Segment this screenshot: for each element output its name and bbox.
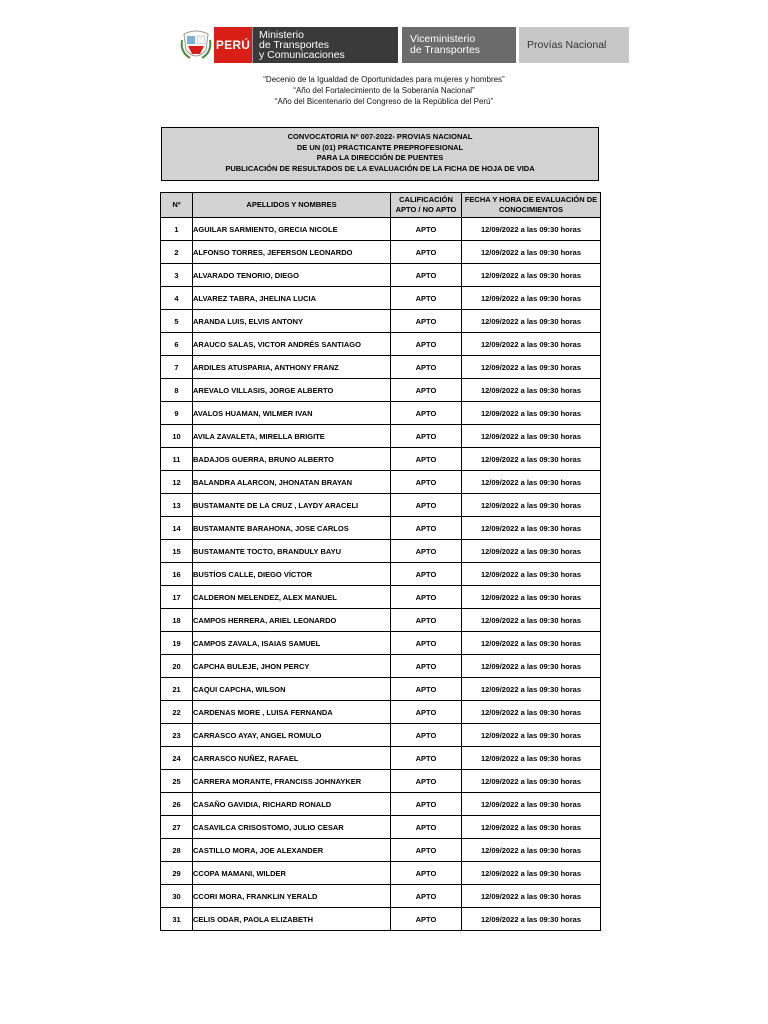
table-row — [161, 379, 601, 402]
table-row — [161, 540, 601, 563]
agency-label: Provías Nacional — [519, 27, 629, 63]
table-row — [161, 655, 601, 678]
row-qualification: APTO — [391, 333, 462, 356]
row-number: 31 — [161, 908, 193, 931]
row-name: BUSTAMANTE DE LA CRUZ , LAYDY ARACELI — [193, 494, 391, 517]
row-qualification: APTO — [391, 517, 462, 540]
row-name: CAPCHA BULEJE, JHON PERCY — [193, 655, 391, 678]
row-qualification: APTO — [391, 747, 462, 770]
row-date-time: 12/09/2022 a las 09:30 horas — [462, 356, 601, 379]
header-number: Nº — [161, 193, 193, 218]
row-number: 28 — [161, 839, 193, 862]
row-date-time: 12/09/2022 a las 09:30 horas — [462, 609, 601, 632]
row-qualification: APTO — [391, 770, 462, 793]
row-name: CAQUI CAPCHA, WILSON — [193, 678, 391, 701]
table-row — [161, 218, 601, 241]
row-name: ARANDA LUIS, ELVIS ANTONY — [193, 310, 391, 333]
row-name: AVILA ZAVALETA, MIRELLA BRIGITE — [193, 425, 391, 448]
row-number: 18 — [161, 609, 193, 632]
row-date-time: 12/09/2022 a las 09:30 horas — [462, 563, 601, 586]
row-qualification: APTO — [391, 816, 462, 839]
year-slogans — [0, 74, 768, 107]
table-row — [161, 287, 601, 310]
table-row — [161, 816, 601, 839]
row-name: BUSTAMANTE TOCTO, BRANDULY BAYU — [193, 540, 391, 563]
row-number: 5 — [161, 310, 193, 333]
row-name: BADAJOS GUERRA, BRUNO ALBERTO — [193, 448, 391, 471]
table-row — [161, 586, 601, 609]
row-number: 29 — [161, 862, 193, 885]
row-date-time: 12/09/2022 a las 09:30 horas — [462, 402, 601, 425]
table-header-row — [161, 193, 601, 218]
table-row — [161, 747, 601, 770]
header-banner — [178, 27, 629, 63]
row-date-time: 12/09/2022 a las 09:30 horas — [462, 793, 601, 816]
row-name: CASAÑO GAVIDIA, RICHARD RONALD — [193, 793, 391, 816]
row-number: 4 — [161, 287, 193, 310]
table-row — [161, 793, 601, 816]
row-date-time: 12/09/2022 a las 09:30 horas — [462, 494, 601, 517]
row-date-time: 12/09/2022 a las 09:30 horas — [462, 448, 601, 471]
row-date-time: 12/09/2022 a las 09:30 horas — [462, 770, 601, 793]
row-name: CASTILLO MORA, JOE ALEXANDER — [193, 839, 391, 862]
row-date-time: 12/09/2022 a las 09:30 horas — [462, 678, 601, 701]
row-number: 10 — [161, 425, 193, 448]
row-name: AGUILAR SARMIENTO, GRECIA NICOLE — [193, 218, 391, 241]
row-qualification: APTO — [391, 862, 462, 885]
row-number: 15 — [161, 540, 193, 563]
row-date-time: 12/09/2022 a las 09:30 horas — [462, 839, 601, 862]
row-qualification: APTO — [391, 609, 462, 632]
table-row — [161, 402, 601, 425]
table-row — [161, 839, 601, 862]
row-name: ARAUCO SALAS, VICTOR ANDRÉS SANTIAGO — [193, 333, 391, 356]
row-date-time: 12/09/2022 a las 09:30 horas — [462, 333, 601, 356]
row-number: 13 — [161, 494, 193, 517]
row-name: CAMPOS HERRERA, ARIEL LEONARDO — [193, 609, 391, 632]
vice-ministry-label: Viceministerio de Transportes — [402, 27, 516, 63]
row-number: 22 — [161, 701, 193, 724]
row-date-time: 12/09/2022 a las 09:30 horas — [462, 540, 601, 563]
table-row — [161, 609, 601, 632]
ministry-label: Ministerio de Transportes y Comunicaciones — [252, 27, 398, 63]
table-row — [161, 471, 601, 494]
row-qualification: APTO — [391, 678, 462, 701]
table-row — [161, 908, 601, 931]
row-qualification: APTO — [391, 471, 462, 494]
table-row — [161, 494, 601, 517]
row-date-time: 12/09/2022 a las 09:30 horas — [462, 747, 601, 770]
table-row — [161, 862, 601, 885]
title-line-1: CONVOCATORIA Nº 007-2022- PROVIAS NACIONAL — [287, 132, 473, 141]
row-name: CCOPA MAMANI, WILDER — [193, 862, 391, 885]
coat-of-arms-icon — [178, 27, 214, 63]
row-date-time: 12/09/2022 a las 09:30 horas — [462, 241, 601, 264]
table-row — [161, 632, 601, 655]
title-line-3: PARA LA DIRECCIÓN DE PUENTES — [316, 153, 444, 162]
table-row — [161, 425, 601, 448]
slogan-2: “Año del Fortalecimiento de la Soberanía Nacional” — [293, 86, 475, 95]
row-date-time: 12/09/2022 a las 09:30 horas — [462, 471, 601, 494]
row-number: 17 — [161, 586, 193, 609]
row-name: BUSTAMANTE BARAHONA, JOSE CARLOS — [193, 517, 391, 540]
row-date-time: 12/09/2022 a las 09:30 horas — [462, 586, 601, 609]
results-table-body — [161, 218, 601, 931]
row-number: 21 — [161, 678, 193, 701]
row-name: CAMPOS ZAVALA, ISAIAS SAMUEL — [193, 632, 391, 655]
row-qualification: APTO — [391, 287, 462, 310]
row-qualification: APTO — [391, 356, 462, 379]
row-qualification: APTO — [391, 908, 462, 931]
table-row — [161, 701, 601, 724]
title-line-4: PUBLICACIÓN DE RESULTADOS DE LA EVALUACIÓN DE LA FICHA DE HOJA DE VIDA — [225, 163, 535, 173]
row-number: 3 — [161, 264, 193, 287]
row-qualification: APTO — [391, 425, 462, 448]
row-date-time: 12/09/2022 a las 09:30 horas — [462, 655, 601, 678]
row-qualification: APTO — [391, 632, 462, 655]
row-date-time: 12/09/2022 a las 09:30 horas — [462, 632, 601, 655]
row-date-time: 12/09/2022 a las 09:30 horas — [462, 517, 601, 540]
table-row — [161, 448, 601, 471]
row-date-time: 12/09/2022 a las 09:30 horas — [462, 218, 601, 241]
row-qualification: APTO — [391, 586, 462, 609]
row-qualification: APTO — [391, 448, 462, 471]
row-number: 20 — [161, 655, 193, 678]
table-row — [161, 517, 601, 540]
row-number: 30 — [161, 885, 193, 908]
row-name: ALVAREZ TABRA, JHELINA LUCIA — [193, 287, 391, 310]
row-number: 14 — [161, 517, 193, 540]
title-line-2: DE UN (01) PRACTICANTE PREPROFESIONAL — [296, 142, 464, 152]
row-name: CELIS ODAR, PAOLA ELIZABETH — [193, 908, 391, 931]
header-date-time: FECHA Y HORA DE EVALUACIÓN DE CONOCIMIENTOS — [462, 193, 601, 218]
row-qualification: APTO — [391, 218, 462, 241]
row-qualification: APTO — [391, 885, 462, 908]
row-number: 9 — [161, 402, 193, 425]
table-row — [161, 724, 601, 747]
table-row — [161, 310, 601, 333]
row-date-time: 12/09/2022 a las 09:30 horas — [462, 908, 601, 931]
slogan-3: “Año del Bicentenario del Congreso de la República del Perú” — [274, 97, 494, 106]
table-row — [161, 356, 601, 379]
row-name: ALVARADO TENORIO, DIEGO — [193, 264, 391, 287]
row-date-time: 12/09/2022 a las 09:30 horas — [462, 264, 601, 287]
row-date-time: 12/09/2022 a las 09:30 horas — [462, 724, 601, 747]
table-row — [161, 770, 601, 793]
table-row — [161, 885, 601, 908]
row-qualification: APTO — [391, 402, 462, 425]
header-name: APELLIDOS Y NOMBRES — [193, 193, 391, 218]
row-name: BUSTÍOS CALLE, DIEGO VÍCTOR — [193, 563, 391, 586]
row-number: 1 — [161, 218, 193, 241]
row-name: CARRASCO AYAY, ANGEL ROMULO — [193, 724, 391, 747]
table-row — [161, 264, 601, 287]
row-qualification: APTO — [391, 701, 462, 724]
row-number: 8 — [161, 379, 193, 402]
table-row — [161, 678, 601, 701]
row-qualification: APTO — [391, 655, 462, 678]
row-qualification: APTO — [391, 793, 462, 816]
row-number: 6 — [161, 333, 193, 356]
row-qualification: APTO — [391, 379, 462, 402]
slogan-1: “Decenio de la Igualdad de Oportunidades para mujeres y hombres” — [263, 75, 505, 84]
row-name: CASAVILCA CRISOSTOMO, JULIO CESAR — [193, 816, 391, 839]
row-name: CARRERA MORANTE, FRANCISS JOHNAYKER — [193, 770, 391, 793]
row-qualification: APTO — [391, 839, 462, 862]
row-number: 11 — [161, 448, 193, 471]
row-date-time: 12/09/2022 a las 09:30 horas — [462, 425, 601, 448]
row-date-time: 12/09/2022 a las 09:30 horas — [462, 310, 601, 333]
header-qualification: CALIFICACIÓN APTO / NO APTO — [391, 193, 462, 218]
row-date-time: 12/09/2022 a las 09:30 horas — [462, 379, 601, 402]
row-qualification: APTO — [391, 241, 462, 264]
row-number: 16 — [161, 563, 193, 586]
results-table — [160, 192, 601, 931]
table-row — [161, 563, 601, 586]
row-number: 23 — [161, 724, 193, 747]
row-qualification: APTO — [391, 540, 462, 563]
row-date-time: 12/09/2022 a las 09:30 horas — [462, 701, 601, 724]
row-number: 7 — [161, 356, 193, 379]
row-number: 26 — [161, 793, 193, 816]
row-qualification: APTO — [391, 494, 462, 517]
row-name: CARDENAS MORE , LUISA FERNANDA — [193, 701, 391, 724]
row-number: 2 — [161, 241, 193, 264]
row-date-time: 12/09/2022 a las 09:30 horas — [462, 287, 601, 310]
table-row — [161, 241, 601, 264]
row-name: AVALOS HUAMAN, WILMER IVAN — [193, 402, 391, 425]
row-name: ARDILES ATUSPARIA, ANTHONY FRANZ — [193, 356, 391, 379]
row-name: ALFONSO TORRES, JEFERSON LEONARDO — [193, 241, 391, 264]
row-date-time: 12/09/2022 a las 09:30 horas — [462, 885, 601, 908]
row-number: 25 — [161, 770, 193, 793]
row-qualification: APTO — [391, 563, 462, 586]
row-name: CARRASCO NUÑEZ, RAFAEL — [193, 747, 391, 770]
table-row — [161, 333, 601, 356]
row-name: BALANDRA ALARCON, JHONATAN BRAYAN — [193, 471, 391, 494]
row-name: AREVALO VILLASIS, JORGE ALBERTO — [193, 379, 391, 402]
row-name: CALDERON MELENDEZ, ALEX MANUEL — [193, 586, 391, 609]
row-date-time: 12/09/2022 a las 09:30 horas — [462, 862, 601, 885]
row-qualification: APTO — [391, 264, 462, 287]
row-qualification: APTO — [391, 310, 462, 333]
peru-label: PERÚ — [214, 27, 252, 63]
announcement-title-box — [161, 127, 599, 181]
row-number: 27 — [161, 816, 193, 839]
row-number: 24 — [161, 747, 193, 770]
row-qualification: APTO — [391, 724, 462, 747]
row-number: 19 — [161, 632, 193, 655]
row-name: CCORI MORA, FRANKLIN YERALD — [193, 885, 391, 908]
row-date-time: 12/09/2022 a las 09:30 horas — [462, 816, 601, 839]
row-number: 12 — [161, 471, 193, 494]
